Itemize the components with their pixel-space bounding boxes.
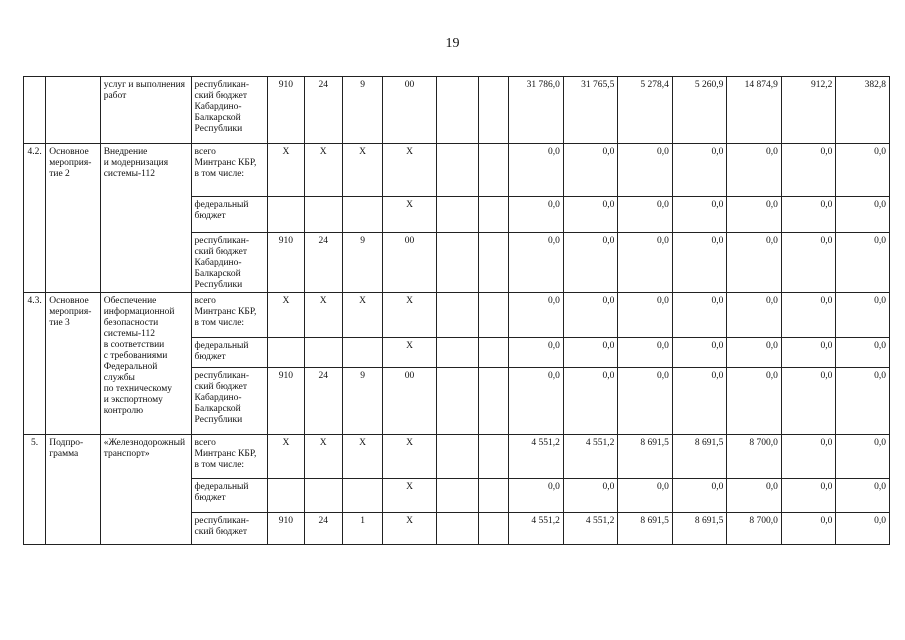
- budget-source: всего Минтранс КБР, в том числе:: [191, 435, 268, 479]
- program-code: 9: [342, 233, 382, 293]
- value-2022: 0,0: [781, 338, 836, 368]
- value-2021: 8 700,0: [727, 435, 782, 479]
- value-2023: 0,0: [836, 513, 890, 545]
- value-2020-fact: 8 691,5: [672, 513, 727, 545]
- value-2020-plan: 8 691,5: [618, 513, 673, 545]
- value-2021: 0,0: [727, 479, 782, 513]
- extra-code: [479, 197, 509, 233]
- item-name: Обеспечение информационной безопасности системы-112 в соответствии с требованиями Федеральной службы по техническому и экспортному контролю: [100, 293, 191, 435]
- csr-code: 00: [383, 368, 436, 435]
- value-2022: 0,0: [781, 513, 836, 545]
- value-2022: 0,0: [781, 233, 836, 293]
- value-2023: 0,0: [836, 293, 890, 338]
- value-2019-fact: 0,0: [563, 368, 618, 435]
- item-status: Основное мероприя- тие 2: [46, 144, 101, 293]
- grbs-code: 910: [268, 77, 304, 144]
- value-2019-plan: 31 786,0: [509, 77, 564, 144]
- section-code: [304, 479, 342, 513]
- value-2019-fact: 0,0: [563, 338, 618, 368]
- value-2020-fact: 0,0: [672, 479, 727, 513]
- section-code: 24: [304, 233, 342, 293]
- grbs-code: [268, 338, 304, 368]
- grbs-code: Х: [268, 293, 304, 338]
- program-code: 9: [342, 77, 382, 144]
- extra-code: [479, 479, 509, 513]
- item-number: 5.: [24, 435, 46, 545]
- value-2019-fact: 0,0: [563, 479, 618, 513]
- item-status: [46, 77, 101, 144]
- item-number: [24, 77, 46, 144]
- vr-code: [436, 144, 478, 197]
- value-2023: 0,0: [836, 435, 890, 479]
- value-2019-plan: 4 551,2: [509, 435, 564, 479]
- value-2021: 0,0: [727, 368, 782, 435]
- section-code: 24: [304, 513, 342, 545]
- section-code: Х: [304, 293, 342, 338]
- budget-source: республикан- ский бюджет Кабардино- Балкарской Республики: [191, 233, 268, 293]
- csr-code: Х: [383, 513, 436, 545]
- section-code: Х: [304, 435, 342, 479]
- item-name: услуг и выполнения работ: [100, 77, 191, 144]
- csr-code: Х: [383, 197, 436, 233]
- item-number: 4.3.: [24, 293, 46, 435]
- value-2020-plan: 0,0: [618, 233, 673, 293]
- table-row: [24, 77, 890, 144]
- value-2021: 8 700,0: [727, 513, 782, 545]
- extra-code: [479, 77, 509, 144]
- section-code: [304, 338, 342, 368]
- value-2022: 0,0: [781, 197, 836, 233]
- value-2020-fact: 0,0: [672, 233, 727, 293]
- value-2019-fact: 4 551,2: [563, 513, 618, 545]
- value-2019-plan: 0,0: [509, 197, 564, 233]
- budget-table: [23, 76, 890, 545]
- budget-source: республикан- ский бюджет Кабардино- Балкарской Республики: [191, 77, 268, 144]
- budget-source: всего Минтранс КБР, в том числе:: [191, 293, 268, 338]
- extra-code: [479, 233, 509, 293]
- csr-code: Х: [383, 435, 436, 479]
- value-2020-plan: 0,0: [618, 293, 673, 338]
- program-code: 1: [342, 513, 382, 545]
- value-2020-plan: 0,0: [618, 144, 673, 197]
- budget-source: республикан- ский бюджет Кабардино- Балкарской Республики: [191, 368, 268, 435]
- table-row: [24, 435, 890, 479]
- budget-source: всего Минтранс КБР, в том числе:: [191, 144, 268, 197]
- value-2022: 0,0: [781, 435, 836, 479]
- value-2022: 0,0: [781, 144, 836, 197]
- value-2023: 0,0: [836, 233, 890, 293]
- csr-code: 00: [383, 77, 436, 144]
- extra-code: [479, 513, 509, 545]
- value-2022: 0,0: [781, 293, 836, 338]
- value-2022: 912,2: [781, 77, 836, 144]
- value-2021: 0,0: [727, 197, 782, 233]
- grbs-code: [268, 479, 304, 513]
- extra-code: [479, 338, 509, 368]
- table-row: [24, 144, 890, 197]
- value-2019-fact: 0,0: [563, 144, 618, 197]
- value-2022: 0,0: [781, 479, 836, 513]
- program-code: 9: [342, 368, 382, 435]
- value-2020-fact: 0,0: [672, 144, 727, 197]
- section-code: 24: [304, 368, 342, 435]
- value-2019-plan: 0,0: [509, 293, 564, 338]
- program-code: [342, 197, 382, 233]
- value-2020-fact: 0,0: [672, 368, 727, 435]
- grbs-code: 910: [268, 513, 304, 545]
- grbs-code: 910: [268, 368, 304, 435]
- value-2019-plan: 0,0: [509, 233, 564, 293]
- grbs-code: Х: [268, 435, 304, 479]
- value-2023: 382,8: [836, 77, 890, 144]
- value-2023: 0,0: [836, 197, 890, 233]
- value-2021: 0,0: [727, 293, 782, 338]
- value-2020-plan: 0,0: [618, 338, 673, 368]
- value-2021: 0,0: [727, 338, 782, 368]
- vr-code: [436, 293, 478, 338]
- vr-code: [436, 479, 478, 513]
- value-2019-fact: 4 551,2: [563, 435, 618, 479]
- value-2020-fact: 5 260,9: [672, 77, 727, 144]
- vr-code: [436, 338, 478, 368]
- item-number: 4.2.: [24, 144, 46, 293]
- value-2023: 0,0: [836, 368, 890, 435]
- value-2019-fact: 0,0: [563, 197, 618, 233]
- extra-code: [479, 368, 509, 435]
- csr-code: Х: [383, 293, 436, 338]
- section-code: 24: [304, 77, 342, 144]
- value-2019-fact: 31 765,5: [563, 77, 618, 144]
- csr-code: 00: [383, 233, 436, 293]
- value-2020-fact: 0,0: [672, 338, 727, 368]
- value-2019-plan: 0,0: [509, 144, 564, 197]
- section-code: [304, 197, 342, 233]
- value-2019-plan: 0,0: [509, 479, 564, 513]
- value-2023: 0,0: [836, 479, 890, 513]
- page-number: 19: [445, 36, 460, 51]
- item-name: Внедрение и модернизация системы-112: [100, 144, 191, 293]
- vr-code: [436, 77, 478, 144]
- section-code: Х: [304, 144, 342, 197]
- value-2020-plan: 0,0: [618, 197, 673, 233]
- vr-code: [436, 368, 478, 435]
- table-row: [24, 293, 890, 338]
- value-2020-plan: 8 691,5: [618, 435, 673, 479]
- value-2020-plan: 5 278,4: [618, 77, 673, 144]
- program-code: Х: [342, 435, 382, 479]
- csr-code: Х: [383, 479, 436, 513]
- value-2019-fact: 0,0: [563, 233, 618, 293]
- value-2021: 14 874,9: [727, 77, 782, 144]
- value-2023: 0,0: [836, 144, 890, 197]
- grbs-code: 910: [268, 233, 304, 293]
- item-status: Подпро- грамма: [46, 435, 101, 545]
- item-name: «Железнодорожный транспорт»: [100, 435, 191, 545]
- budget-source: федеральный бюджет: [191, 338, 268, 368]
- value-2023: 0,0: [836, 338, 890, 368]
- value-2021: 0,0: [727, 144, 782, 197]
- csr-code: Х: [383, 338, 436, 368]
- budget-source: республикан- ский бюджет: [191, 513, 268, 545]
- value-2020-fact: 0,0: [672, 293, 727, 338]
- extra-code: [479, 293, 509, 338]
- budget-source: федеральный бюджет: [191, 197, 268, 233]
- program-code: Х: [342, 144, 382, 197]
- value-2020-plan: 0,0: [618, 368, 673, 435]
- extra-code: [479, 144, 509, 197]
- value-2020-fact: 0,0: [672, 197, 727, 233]
- program-code: Х: [342, 293, 382, 338]
- value-2021: 0,0: [727, 233, 782, 293]
- program-code: [342, 479, 382, 513]
- extra-code: [479, 435, 509, 479]
- vr-code: [436, 197, 478, 233]
- value-2019-fact: 0,0: [563, 293, 618, 338]
- grbs-code: [268, 197, 304, 233]
- grbs-code: Х: [268, 144, 304, 197]
- value-2019-plan: 0,0: [509, 368, 564, 435]
- budget-source: федеральный бюджет: [191, 479, 268, 513]
- program-code: [342, 338, 382, 368]
- value-2019-plan: 4 551,2: [509, 513, 564, 545]
- value-2020-fact: 8 691,5: [672, 435, 727, 479]
- value-2019-plan: 0,0: [509, 338, 564, 368]
- value-2022: 0,0: [781, 368, 836, 435]
- vr-code: [436, 513, 478, 545]
- value-2020-plan: 0,0: [618, 479, 673, 513]
- vr-code: [436, 233, 478, 293]
- item-status: Основное мероприя- тие 3: [46, 293, 101, 435]
- vr-code: [436, 435, 478, 479]
- csr-code: Х: [383, 144, 436, 197]
